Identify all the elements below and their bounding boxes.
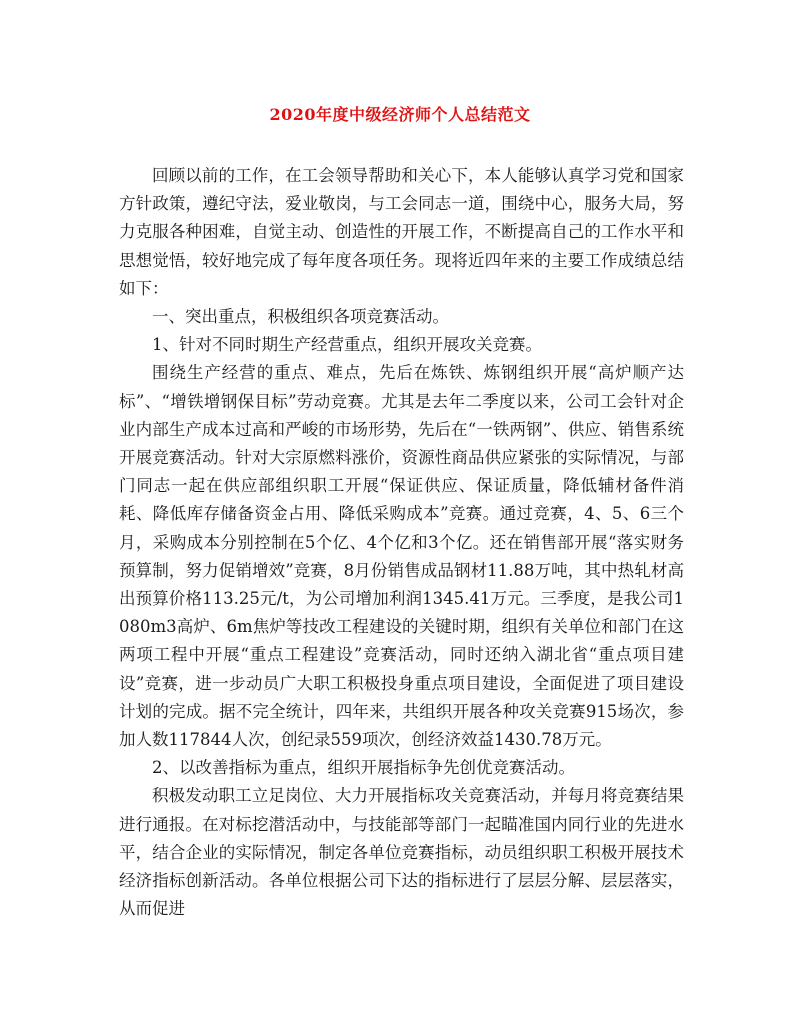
document-body xyxy=(119,162,684,923)
paragraph-intro: 回顾以前的工作，在工会领导帮助和关心下，本人能够认真学习党和国家方针政策，遵纪守法，爱业敬岗，与工会同志一道，围绕中心，服务大局，努力克服各种困难，自觉主动、创造性的开展工作，不断提高自己的工作水平和思想觉悟，较好地完成了每年度各项任务。现将近四年来的主要工作成绩总结如下： xyxy=(119,166,684,298)
subsection-heading-1: 1、针对不同时期生产经营重点，组织开展攻关竞赛。 xyxy=(152,335,542,355)
subsection-heading-2: 2、以改善指标为重点，组织开展指标争先创优竞赛活动。 xyxy=(152,758,575,778)
section-heading-1: 一、突出重点，积极组织各项竞赛活动。 xyxy=(152,307,449,327)
paragraph-indicators: 积极发动职工立足岗位、大力开展指标攻关竞赛活动，并每月将竞赛结果进行通报。在对标挖潜活动中，与技能部等部门一起瞄准国内同行业的先进水平，结合企业的实际情况，制定各单位竞赛指标，动员组织职工积极开展技术经济指标创新活动。各单位根据公司下达的指标进行了层层分解、层层落实，从而促进 xyxy=(119,786,684,919)
paragraph-competitions: 围绕生产经营的重点、难点，先后在炼铁、炼钢组织开展“高炉顺产达标”、“增铁增钢保目标”劳动竞赛。尤其是去年二季度以来，公司工会针对企业内部生产成本过高和严峻的市场形势，先后在“一铁两钢”、供应、销售系统开展竞赛活动。针对大宗原燃料涨价，资源性商品供应紧张的实际情况，与部门同志一起在供应部组织职工开展“保证供应、保证质量，降低辅材备件消耗、降低库存储备资金占用、降低采购成本”竞赛。通过竞赛，4、5、6三个月，采购成本分别控制在5个亿、4个亿和3个亿。还在销售部开展“落实财务预算制，努力促销增效”竞赛，8月份销售成品钢材11.88万吨，其中热轧材高出预算价格113.25元/t，为公司增加利润1345.41万元。三季度，是我公司1080m3高炉、6m焦炉等技改工程建设的关键时期，组织有关单位和部门在这两项工程中开展“重点工程建设”竞赛活动，同时还纳入湖北省“重点项目建设”竞赛，进一步动员广大职工积极投身重点项目建设，全面促进了项目建设计划的完成。据不完全统计，四年来，共组织开展各种攻关竞赛915场次，参加人数117844人次，创纪录559项次，创经济效益1430.78万元。 xyxy=(119,363,684,750)
document-title: 2020年度中级经济师个人总结范文 xyxy=(269,105,531,124)
